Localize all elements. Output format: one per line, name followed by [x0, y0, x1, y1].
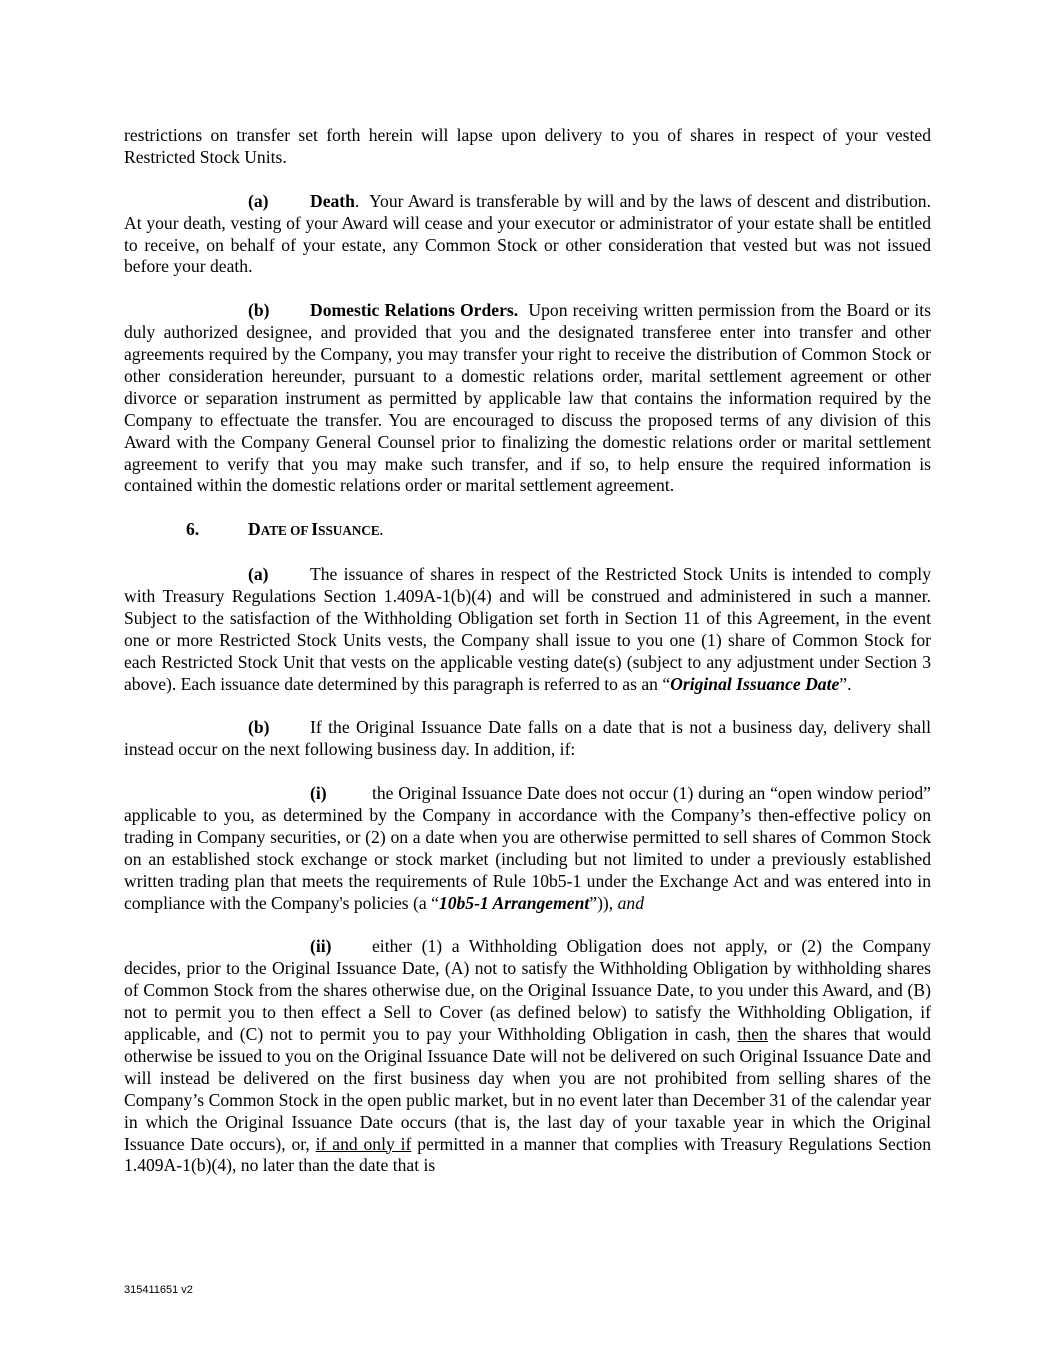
clause-text: The issuance of shares in respect of the Restricted Stock Units is intended to comply with Treasury Regulations Section 1.409A-1(b)(4) and will be construed and administered in such a manner. Subject to the satisfaction of the Withholding Obligation set forth in Section 11 of this Agreement, in the event one or more Restricted Stock Units vests, the Company shall issue to you one (1) share of Common Stock for each Restricted Stock Unit that vests on the applicable vesting date(s) (subject to any adjustment under Section 3 above). Each issuance date determined by this paragraph is referred to as an “ — [124, 564, 931, 694]
paragraph-continuation: restrictions on transfer set forth herein will lapse upon delivery to you of shares in respect of your vested Restricted Stock Units. — [124, 125, 931, 167]
defined-term: 10b5-1 Arrangement — [438, 892, 590, 913]
clause-label: (b) — [248, 300, 270, 321]
heading-smallcaps-1: ATE OF — [260, 523, 312, 539]
section-5a-death — [124, 191, 931, 279]
clause-label: (a) — [248, 190, 269, 211]
clause-text-1: either (1) a Withholding Obligation does not apply, or (2) the Company decides, prior to the Original Issuance Date, (A) not to satisfy the Withholding Obligation by withholding shares of Common Stock from the shares otherwise due, on the Original Issuance Date, to you under this Award, and (B) not to permit you to then effect a Sell to Cover (as defined below) to satisfy the Withholding Obligation, if applicable, and (C) not to permit you to pay your Withholding Obligation in cash, — [124, 936, 931, 1045]
clause-text-3: permitted in a manner that complies with Treasury Regulations Section 1.409A-1(b)(4), no later than the date that is — [124, 1133, 932, 1176]
clause-title: Death — [310, 190, 355, 211]
section-6a — [124, 564, 931, 695]
clause-title: Domestic Relations Orders. — [310, 300, 519, 321]
clause-text: If the Original Issuance Date falls on a date that is not a business day, delivery shall instead occur on the next following business day. In addition, if: — [124, 717, 931, 760]
heading-letter-d: D — [248, 519, 261, 540]
clause-title-suffix: . — [354, 190, 360, 211]
section-6b-ii — [124, 936, 931, 1177]
clause-label: (b) — [248, 717, 270, 738]
heading-letter-i: I — [311, 519, 319, 540]
clause-end: ”)), — [589, 892, 618, 913]
clause-text: Your Award is transferable by will and by the laws of descent and distribution. At your death, vesting of your Award will cease and your executor or administrator of your estate shall be entitled to receive, on behalf of your estate, any Common Stock or other consideration that vested but was not issued before your death. — [124, 190, 931, 277]
clause-label: (i) — [310, 783, 327, 804]
clause-text-2: the shares that would otherwise be issued to you on the Original Issuance Date will not be delivered on such Original Issuance Date and will instead be delivered on the first business day when you are not prohibited from selling shares of the Company’s Common Stock in the open public market, but in no event later than December 31 of the calendar year in which the Original Issuance Date occurs (that is, the last day of your taxable year in which the Original Issuance Date occurs), or, — [124, 1024, 932, 1154]
heading-smallcaps-2: SSUANCE. — [318, 523, 383, 539]
conjunction: and — [617, 892, 644, 913]
section-6b — [124, 717, 931, 761]
section-5b-domestic-relations — [124, 300, 931, 497]
underlined-if-and-only-if: if and only if — [315, 1133, 412, 1154]
clause-text: the Original Issuance Date does not occur (1) during an “open window period” applicable to you, as determined by the Company in accordance with the Company’s then-effective policy on trading in Company securities, or (2) on a date when you are otherwise permitted to sell shares of Common Stock on an established stock exchange or stock market (including but not limited to under a previously established written trading plan that meets the requirements of Rule 10b5-1 under the Exchange Act and was entered into in compliance with the Company's policies (a “ — [124, 783, 931, 913]
section-6b-i — [124, 783, 931, 914]
section-number: 6. — [186, 519, 200, 540]
clause-label: (ii) — [310, 936, 332, 957]
clause-end: ”. — [839, 673, 852, 694]
clause-text: Upon receiving written permission from the Board or its duly authorized designee, and provided that you and the designated transferee enter into transfer and other agreements required by the Company, you may transfer your right to receive the distribution of Common Stock or other consideration hereunder, pursuant to a domestic relations order, marital settlement agreement or other divorce or separation instrument as permitted by applicable law that contains the information required by the Company to effectuate the transfer. You are encouraged to discuss the proposed terms of any division of this Award with the Company General Counsel prior to finalizing the domestic relations order or marital settlement agreement to verify that you may make such transfer, and if so, to help ensure the required information is contained within the domestic relations order or marital settlement agreement. — [124, 300, 932, 496]
defined-term: Original Issuance Date — [670, 673, 840, 694]
section-6-heading — [124, 519, 931, 542]
document-id-footer: 315411651 v2 — [124, 1284, 193, 1296]
underlined-then: then — [737, 1024, 768, 1045]
clause-label: (a) — [248, 564, 269, 585]
